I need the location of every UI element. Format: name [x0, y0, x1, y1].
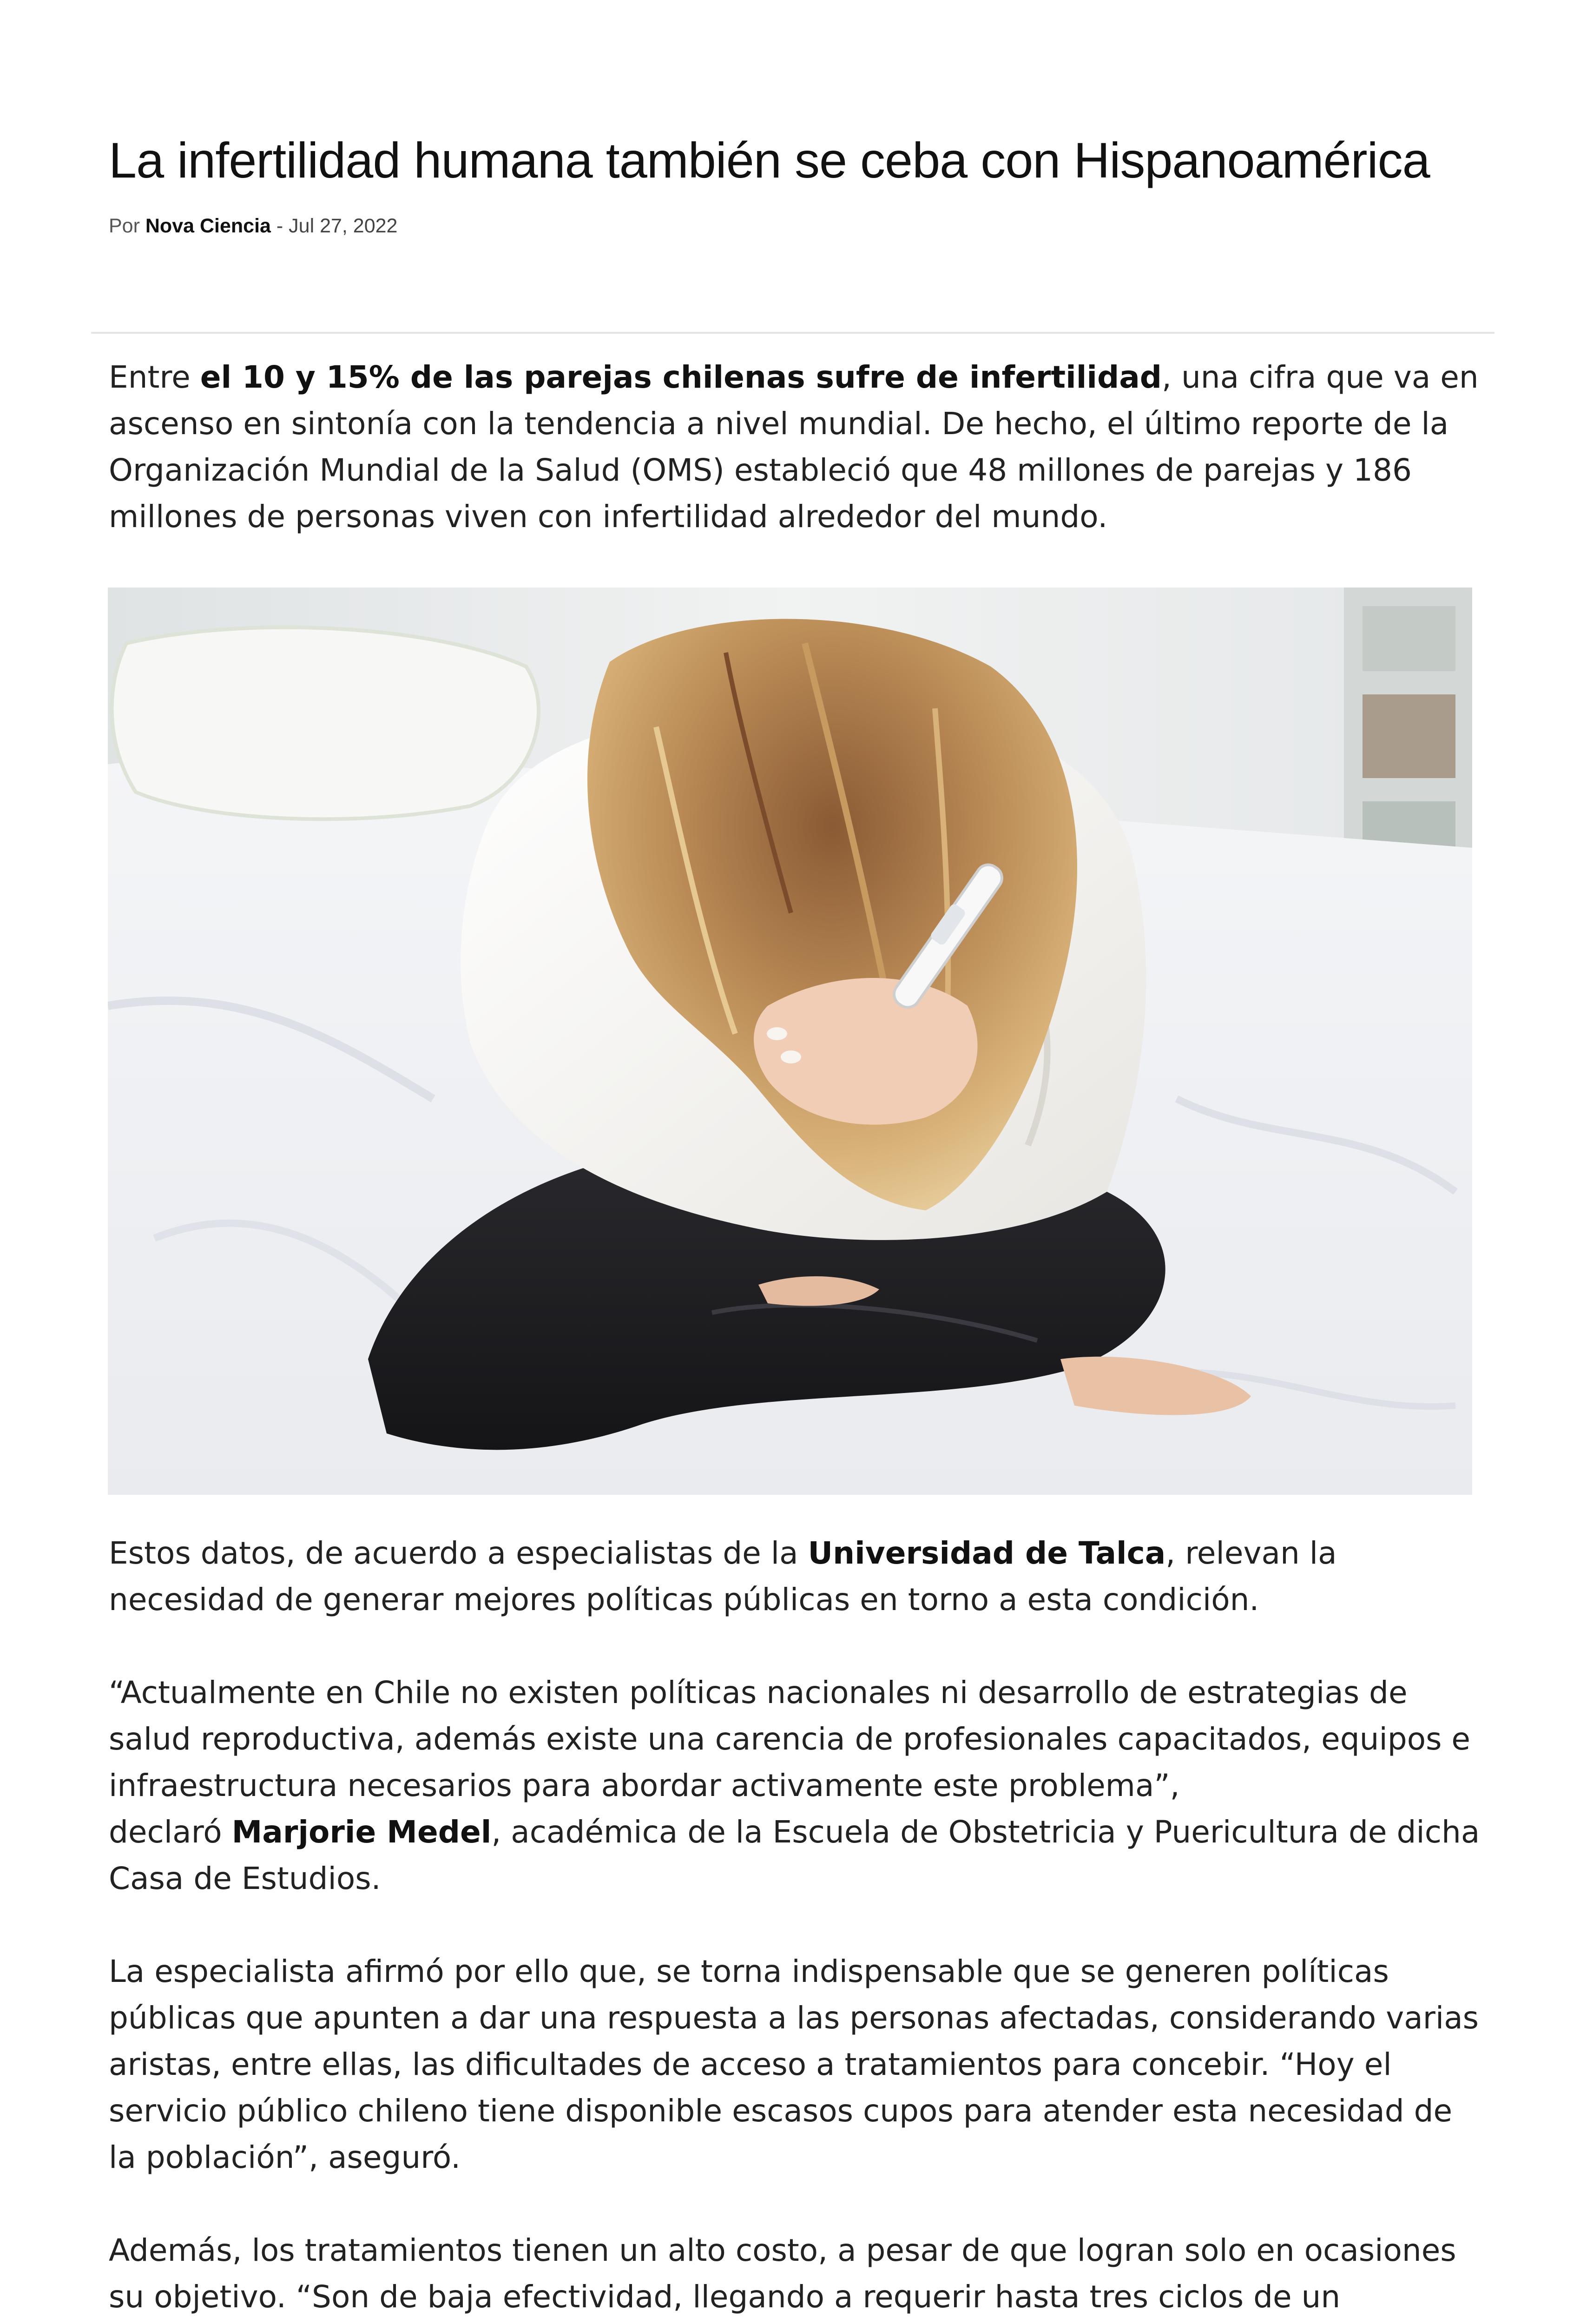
paragraph-specialist — [109, 1948, 1484, 2181]
article-header — [109, 125, 1484, 238]
text-span: , académica de la Escuela de Obstetricia y Puericultura de dicha Casa de Estudios. — [109, 1814, 1480, 1896]
text-span: Además, los tratamientos tienen un alto costo, a pesar de que logran solo en ocasiones su objetivo. “Son de baja efectividad, llegando a requerir hasta tres ciclos de un — [109, 2232, 1456, 2315]
text-span: , relevan la necesidad de generar mejores políticas públicas en torno a esta condición. — [109, 1535, 1337, 1618]
meta-by: Por — [109, 215, 140, 237]
bold-span: Marjorie Medel — [231, 1814, 492, 1850]
photo-woman-on-bed-with-pregnancy-test-icon — [108, 588, 1472, 1495]
article-title: La infertilidad humana también se ceba con Hispanoamérica — [109, 132, 1430, 188]
bold-span: el 10 y 15% de las parejas chilenas sufre de infertilidad — [200, 359, 1162, 395]
article-photo — [108, 588, 1472, 1495]
text-span: Estos datos, de acuerdo a especialistas de la — [109, 1535, 808, 1571]
bold-span: Universidad de Talca — [808, 1535, 1166, 1571]
text-span: La especialista afirmó por ello que, se torna indispensable que se generen políticas públicas que apunten a dar una respuesta a las personas afectadas, considerando varias aristas, entre ellas, las dificultades de acceso a tratamientos para concebir. “Hoy el servicio público chileno tiene disponible escasos cupos para atender esta necesidad de la población”, aseguró. — [109, 1954, 1479, 2175]
author-link[interactable]: Nova Ciencia — [145, 215, 271, 237]
paragraph-university — [109, 1530, 1484, 1623]
text-span: “Actualmente en Chile no existen políticas nacionales ni desarrollo de estrategias de salud reproductiva, además existe una carencia de profesionales capacitados, equipos e infraestructura necesarios para abordar activamente este problema”, — [109, 1675, 1471, 1803]
text-span: Entre — [109, 359, 200, 395]
text-span: , una cifra que va en ascenso en sintonía con la tendencia a nivel mundial. De hecho, el último reporte de la Organización Mundial de la Salud (OMS) estableció que 48 millones de parejas y 186 millones de personas viven con infertilidad alrededor del mundo. — [109, 359, 1479, 535]
header-divider — [91, 332, 1494, 334]
text-span: declaró — [109, 1814, 232, 1850]
paragraph-costs — [109, 2227, 1484, 2324]
meta-separator: - — [276, 215, 283, 237]
paragraph-quote — [109, 1670, 1484, 1902]
article-meta — [109, 215, 1484, 238]
publish-date: Jul 27, 2022 — [289, 215, 398, 237]
paragraph-intro — [109, 354, 1484, 540]
